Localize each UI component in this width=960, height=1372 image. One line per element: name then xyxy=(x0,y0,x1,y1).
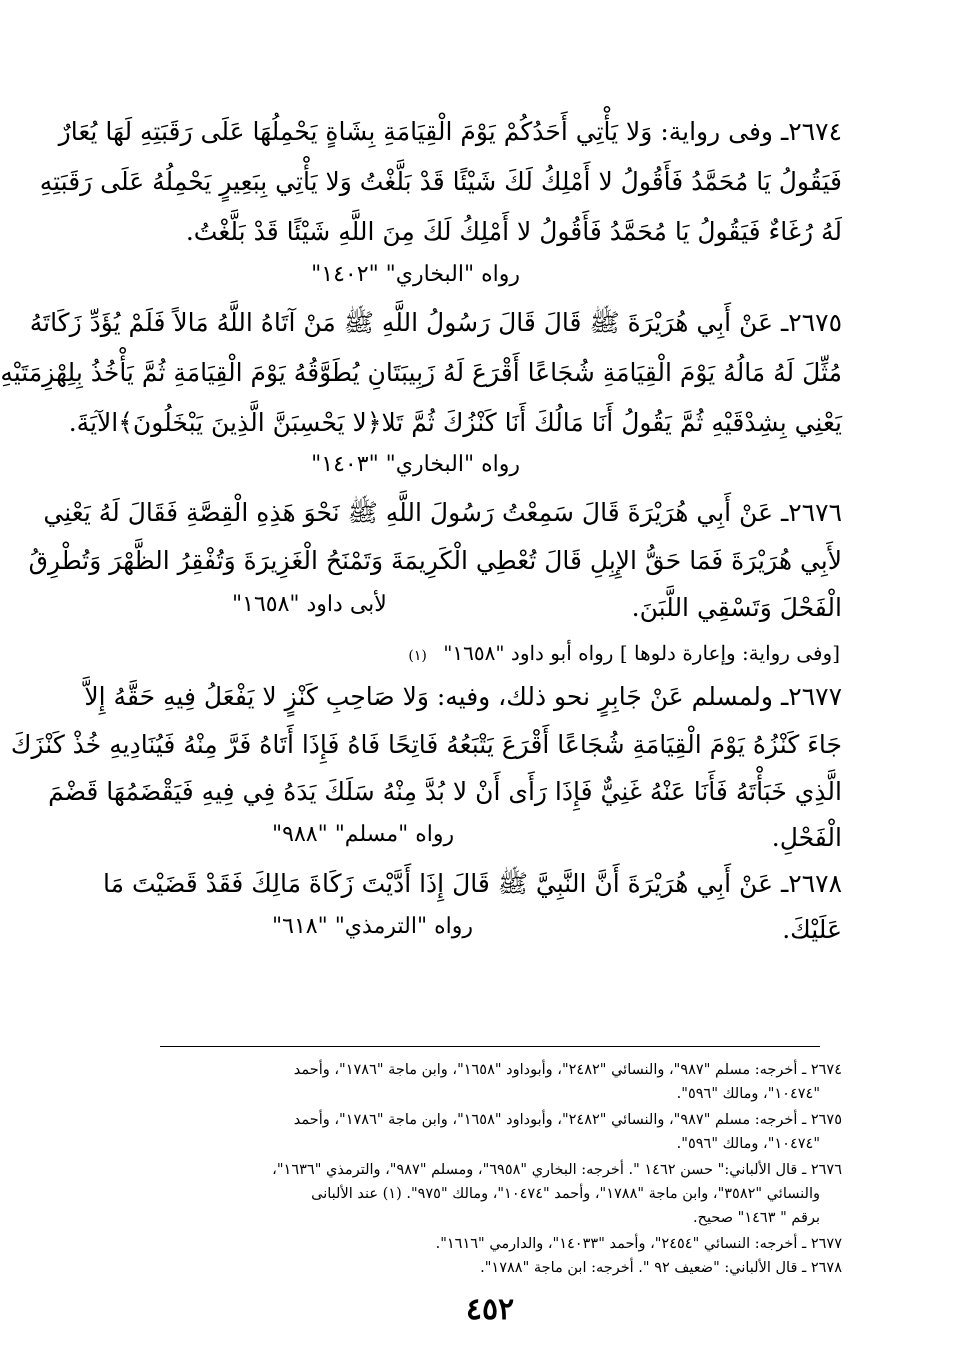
footnote-line: ٢٦٧٤ ـ أخرجه: مسلم "٩٨٧"، والنسائي "٢٤٨٢"، وأبوداود "١٦٥٨"، وابن ماجة "١٧٨٦"، وأحمد xyxy=(293,1062,842,1078)
footnote-line: ٢٦٧٥ ـ أخرجه: مسلم "٩٨٧"، والنسائي "٢٤٨٢"، وأبوداود "١٦٥٨"، وابن ماجة "١٧٨٦"، وأحمد xyxy=(293,1112,842,1128)
text-line: ٢٦٧٤ـ وفى رواية: وَلا يَأْتِي أَحَدُكُمْ يَوْمَ الْقِيَامَةِ بِشَاةٍ يَحْمِلُهَا عَلَى رَقَبَتِهِ لَهَا يُعَارٌ xyxy=(58,117,842,146)
footnote-line: والنسائي "٣٥٨٢"، وابن ماجة "١٧٨٨"، وأحمد "١٠٤٧٤"، ومالك "٩٧٥". (١) عند الألبانى xyxy=(311,1186,820,1202)
footnote-line: برقم " ١٤٦٣" صحيح. xyxy=(693,1210,820,1226)
text-line: مُثِّلَ لَهُ مَالُهُ يَوْمَ الْقِيَامَةِ شُجَاعًا أَقْرَعَ لَهُ زَبِيبَتَانِ يُطَوَّقُهُ يَوْمَ الْقِيَامَةِ ثُمَّ يَأْخُذُ بِلِهْزِمَتَيْهِ xyxy=(0,358,842,387)
text-line: الْفَحْلِ. xyxy=(771,823,842,852)
footnote-marker: (١) xyxy=(408,648,427,664)
footnote-line: ٢٦٧٧ ـ أخرجه: النسائي "٢٤٥٤"، وأحمد "١٤٠٣٣"، والدارمي "١٦١٦". xyxy=(435,1236,842,1252)
text-line: ٢٦٧٨ـ عَنْ أَبِي هُرَيْرَةَ أَنَّ النَّبِيَّ ﷺ قَالَ إِذَا أَدَّيْتَ زَكَاةَ مَالِكَ فَقَدْ قَضَيْتَ مَا xyxy=(103,869,842,898)
variant-text: [وفى رواية: وإعارة دلوها ] رواه أبو داود "١٦٥٨" xyxy=(443,641,840,665)
text-line-with-source xyxy=(142,818,842,858)
footnote-line: ٢٦٧٦ ـ قال الألباني:" حسن ١٤٦٢ ". أخرجه: البخاري "٦٩٥٨"، ومسلم "٩٨٧"، والترمذي "١٦٣٦"، xyxy=(272,1162,842,1178)
text-line: الْفَحْلَ وَتَسْقِي اللَّبَنَ. xyxy=(631,593,842,622)
footnote-line: "١٠٤٧٤"، ومالك "٥٩٦". xyxy=(676,1136,820,1152)
source-reference: رواه "البخاري" "١٤٠٣" xyxy=(311,452,520,477)
text-line: ٢٦٧٥ـ عَنْ أَبِي هُرَيْرَةَ ﷺ قَالَ قَالَ رَسُولُ اللَّهِ ﷺ مَنْ آتَاهُ اللَّهُ مَالاً فَلَمْ يُؤَدِّ زَكَاتَهُ xyxy=(29,308,842,337)
page-number: ٤٥٢ xyxy=(465,1292,515,1327)
text-line: ٢٦٧٦ـ عَنْ أَبِي هُرَيْرَةَ قَالَ سَمِعْتُ رَسُولَ اللَّهِ ﷺ نَحْوَ هَذِهِ الْقِصَّةِ فَقَالَ لَهُ يَعْنِي xyxy=(43,498,842,527)
text-line: لَهُ رُغَاءٌ فَيَقُولُ يَا مُحَمَّدُ فَأَقُولُ لا أَمْلِكُ لَكَ مِنَ اللَّهِ شَيْئًا قَدْ بَلَّغْتُ. xyxy=(185,217,842,246)
footnote-line: "١٠٤٧٤"، ومالك "٥٩٦". xyxy=(676,1086,820,1102)
text-line: لأَبِي هُرَيْرَةَ فَمَا حَقُّ الإِبِلِ قَالَ تُعْطِي الْكَرِيمَةَ وَتَمْنَحُ الْغَزِيرَةَ وَتُفْقِرُ الظَّهْرَ وَتُطْرِقُ xyxy=(28,546,842,575)
text-line: فَيَقُولُ يَا مُحَمَّدُ فَأَقُولُ لا أَمْلِكُ لَكَ شَيْئًا قَدْ بَلَّغْتُ وَلا يَأْتِي بِبَعِيرٍ يَحْمِلُهُ عَلَى رَقَبَتِهِ xyxy=(39,167,842,196)
footnote-separator xyxy=(160,1046,820,1047)
source-reference: رواه "مسلم" "٩٨٨" xyxy=(272,822,455,847)
text-line-with-source xyxy=(142,588,842,628)
source-reference: لأبى داود "١٦٥٨" xyxy=(232,592,387,617)
text-line-with-source xyxy=(142,910,842,950)
text-line: يَعْنِي بِشِدْقَيْهِ ثُمَّ يَقُولُ أَنَا مَالُكَ أَنَا كَنْزُكَ ثُمَّ تَلا﴿لا يَحْسِبَنَّ الَّذِينَ يَبْخَلُونَ﴾الآيَةَ. xyxy=(68,408,842,437)
variant-narration xyxy=(408,636,840,673)
text-line: الَّذِي خَبَأْتَهُ فَأَنَا عَنْهُ غَنِيٌّ فَإِذَا رَأَى أَنْ لا بُدَّ مِنْهُ سَلَكَ يَدَهُ فِي فِيهِ فَيَقْضَمُهَا قَضْمَ xyxy=(48,777,842,806)
text-line: عَلَيْكَ. xyxy=(782,915,842,944)
text-line: ٢٦٧٧ـ ولمسلم عَنْ جَابِرٍ نحو ذلك، وفيه: وَلا صَاحِبِ كَنْزٍ لا يَفْعَلُ فِيهِ حَقَّهُ إِلاَّ xyxy=(84,682,842,711)
source-reference: رواه "الترمذي" "٦١٨" xyxy=(272,914,473,939)
footnote-line: ٢٦٧٨ ـ قال الألباني: "ضعيف ٩٢ ". أخرجه: ابن ماجة "١٧٨٨". xyxy=(480,1260,842,1276)
text-line: جَاءَ كَنْزُهُ يَوْمَ الْقِيَامَةِ شُجَاعًا أَقْرَعَ يَتْبَعُهُ فَاتِحًا فَاهُ فَإِذَا أَتَاهُ فَرَّ مِنْهُ فَيُنَادِيهِ خُذْ كَنْزَكَ xyxy=(10,730,842,759)
source-reference: رواه "البخاري" "١٤٠٢" xyxy=(311,262,520,287)
